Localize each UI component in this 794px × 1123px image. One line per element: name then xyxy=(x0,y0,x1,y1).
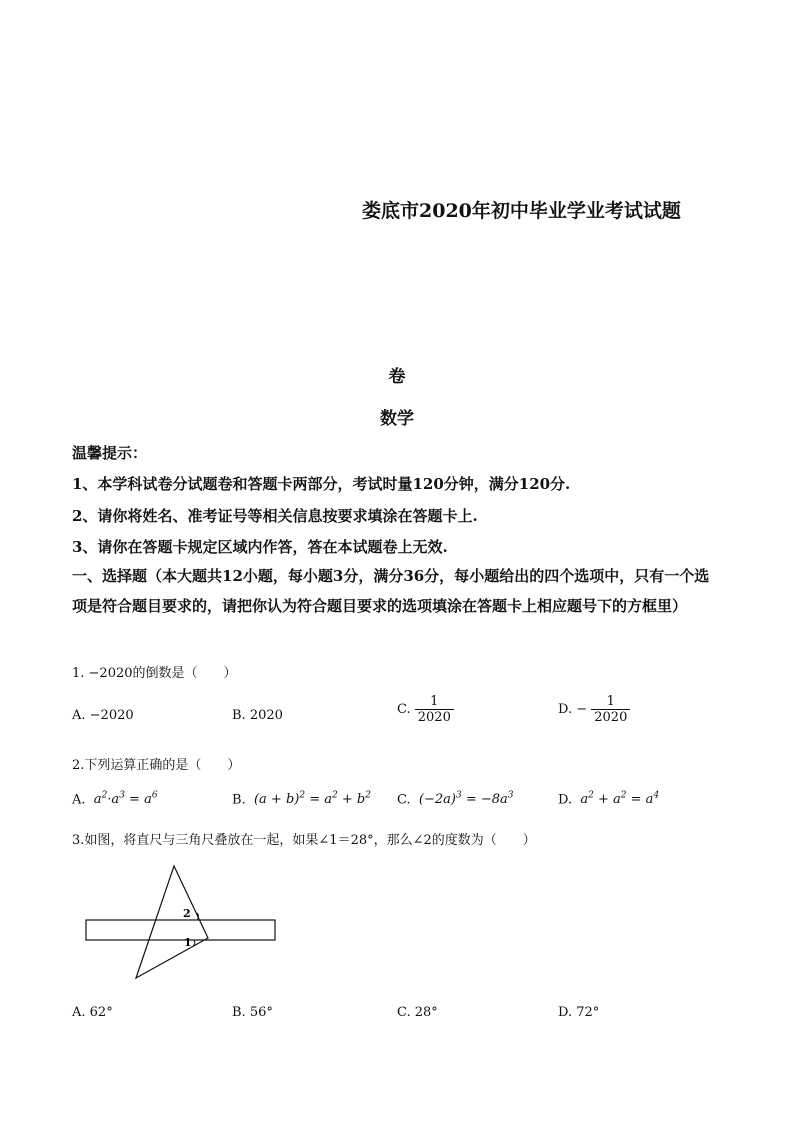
ruler-triangle-figure xyxy=(80,858,280,983)
section-instructions: 一、选择题（本大题共12小题，每小题3分，满分36分，每小题给出的四个选项中，只有一个选项是符合题目要求的，请把你认为符合题目要求的选项填涂在答题卡上相应题号下的方框里） xyxy=(72,567,710,615)
angle-1-arc xyxy=(193,940,195,946)
fraction-numerator: 1 xyxy=(606,694,615,709)
notice-item-2: 2、请你将姓名、准考证号等相关信息按要求填涂在答题卡上. xyxy=(72,507,478,525)
angle-2-label: 2 xyxy=(183,907,191,920)
subtitle-paper: 卷 xyxy=(388,367,406,387)
question-2-stem: 2.下列运算正确的是（ ） xyxy=(72,758,241,773)
q2-option-c xyxy=(397,791,514,807)
question-1-stem: 1. −2020的倒数是（ ） xyxy=(72,666,237,681)
q1-option-d-label: D. − xyxy=(558,702,588,717)
subtitle-subject: 数学 xyxy=(380,409,414,429)
q2-option-b-label: B. xyxy=(232,792,246,808)
triangle-shape xyxy=(136,866,208,978)
q1-option-c xyxy=(397,694,454,725)
q2-option-a-label: A. xyxy=(72,792,86,808)
q3-option-c: C. 28° xyxy=(397,1005,438,1020)
question-3-stem: 3.如图，将直尺与三角尺叠放在一起，如果∠1＝28°，那么∠2的度数为（ ） xyxy=(72,833,536,848)
notice-item-3: 3、请你在答题卡规定区域内作答，答在本试题卷上无效. xyxy=(72,538,448,556)
q1-option-b: B. 2020 xyxy=(232,708,283,723)
q1-option-c-fraction xyxy=(415,694,454,725)
q3-option-b: B. 56° xyxy=(232,1005,273,1020)
notice-item-1: 1、本学科试卷分试题卷和答题卡两部分，考试时量120分钟，满分120分. xyxy=(72,475,571,493)
q2-option-a-formula: $a^2\cdot a^3 = a^6$ xyxy=(89,791,158,808)
q3-option-d: D. 72° xyxy=(558,1005,600,1020)
q2-option-c-label: C. xyxy=(397,792,411,808)
fraction-denominator: 2020 xyxy=(591,709,630,725)
q2-option-b xyxy=(232,791,371,807)
angle-1-label: 1 xyxy=(184,936,192,949)
q2-option-d xyxy=(558,791,659,807)
q1-option-c-label: C. xyxy=(397,702,411,717)
q2-option-c-formula: $(-2a)^3 = -8a^3$ xyxy=(414,791,514,808)
ruler-shape xyxy=(86,920,275,940)
q2-option-d-formula: $a^2 + a^2 = a^4$ xyxy=(576,791,660,808)
q1-option-d xyxy=(558,694,630,725)
q1-option-a: A. −2020 xyxy=(72,708,134,723)
q2-option-a xyxy=(72,791,158,807)
q2-option-d-label: D. xyxy=(558,792,573,808)
q1-option-d-fraction xyxy=(591,694,630,725)
fraction-numerator: 1 xyxy=(430,694,439,709)
fraction-denominator: 2020 xyxy=(415,709,454,725)
notice-heading: 温馨提示： xyxy=(72,444,148,462)
q2-option-b-formula: $(a + b)^2 = a^2 + b^2$ xyxy=(249,791,371,808)
page-title: 娄底市2020年初中毕业学业考试试题 xyxy=(362,200,681,222)
q3-option-a: A. 62° xyxy=(72,1005,113,1020)
